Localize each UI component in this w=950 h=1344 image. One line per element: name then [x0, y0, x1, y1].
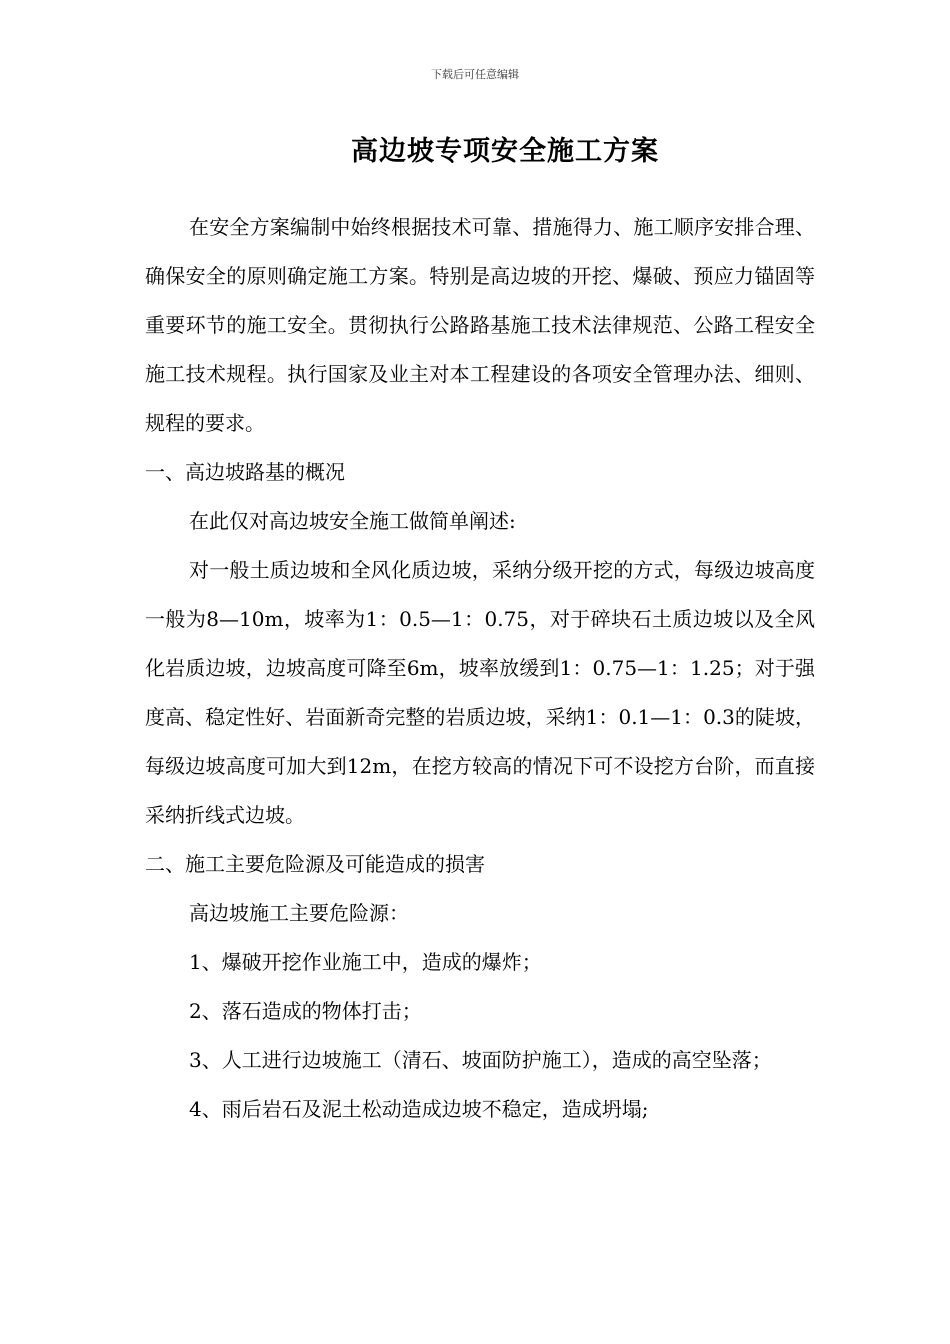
list-item: 3、人工进行边坡施工（清石、坡面防护施工），造成的高空坠落；	[189, 1048, 772, 1072]
list-item: 4、雨后岩石及泥土松动造成边坡不稳定，造成坍塌;	[189, 1097, 649, 1121]
paragraph-intro: 在安全方案编制中始终根据技术可靠、措施得力、施工顺序安排合理、确保安全的原则确定施工方案。特别是高边坡的开挖、爆破、预应力锚固等重要环节的施工安全。贯彻执行公路路基施工技术法律规范、公路工程安全施工技术规程。执行国家及业主对本工程建设的各项安全管理办法、细则、规程的要求。	[145, 215, 815, 435]
section-heading-2: 二、施工主要危险源及可能造成的损害	[145, 852, 485, 876]
document-title: 高边坡专项安全施工方案	[351, 136, 659, 167]
list-item: 1、爆破开挖作业施工中，造成的爆炸；	[189, 950, 542, 974]
section-heading-1: 一、高边坡路基的概况	[145, 460, 345, 484]
list-item: 2、落石造成的物体打击；	[189, 999, 422, 1023]
paragraph: 高边坡施工主要危险源：	[189, 901, 409, 925]
paragraph: 对一般土质边坡和全风化质边坡，采纳分级开挖的方式，每级边坡高度一般为8—10m，坡率为1：0.5—1：0.75，对于碎块石土质边坡以及全风化岩质边坡，边坡高度可降至6m，坡率放缓到1：0.75—1：1.25；对于强度高、稳定性好、岩面新奇完整的岩质边坡，采纳1：0.1—1：0.3的陡坡，每级边坡高度可加大到12m，在挖方较高的情况下可不设挖方台阶，而直接采纳折线式边坡。	[145, 558, 815, 827]
document-body	[145, 203, 815, 1134]
header-note: 下载后可任意编辑	[431, 68, 519, 81]
paragraph: 在此仅对高边坡安全施工做简单阐述:	[189, 509, 516, 533]
